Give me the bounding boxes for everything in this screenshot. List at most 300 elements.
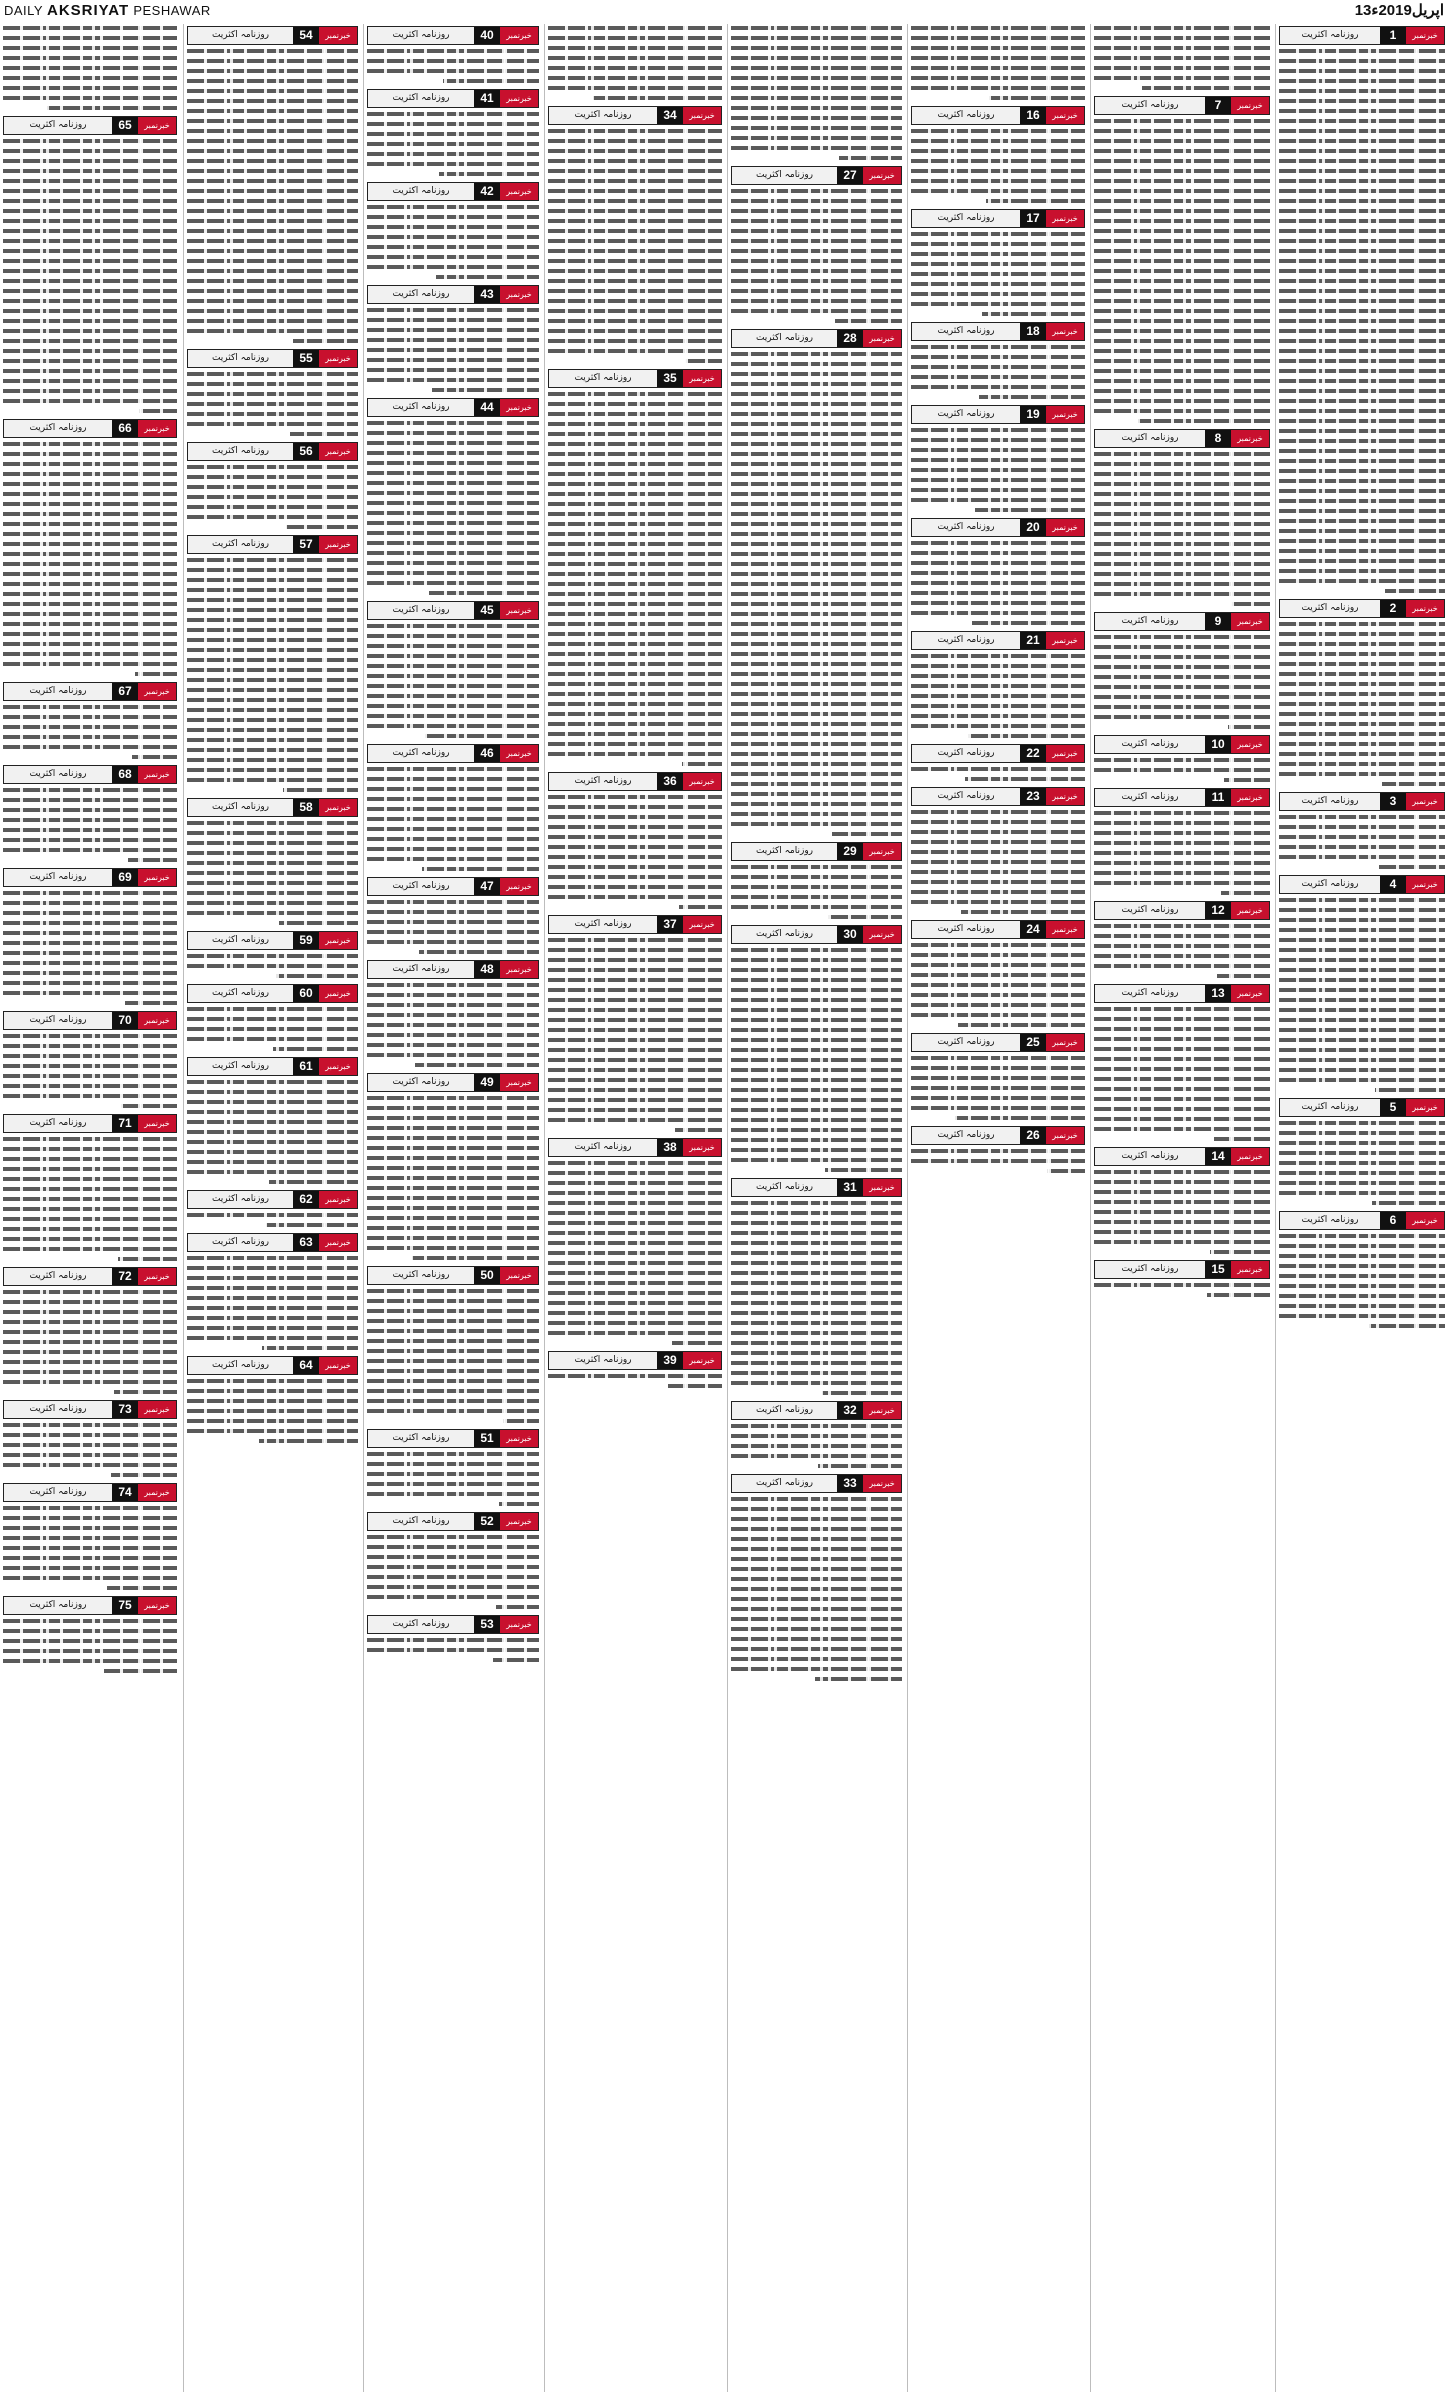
news-item xyxy=(184,1188,361,1231)
news-item-body-text xyxy=(1279,1232,1445,1332)
news-item-number: 16 xyxy=(1020,107,1046,124)
news-item-number: 63 xyxy=(293,1234,319,1251)
news-item-tag: خبرنمبر xyxy=(500,286,538,303)
news-item-number: 21 xyxy=(1020,632,1046,649)
news-item-number: 1 xyxy=(1380,27,1406,44)
news-item-header xyxy=(911,787,1085,806)
news-item-number: 58 xyxy=(293,799,319,816)
news-item-header xyxy=(1094,1260,1270,1279)
news-item-last-line-gap xyxy=(1094,1248,1210,1258)
news-item-tag: خبرنمبر xyxy=(1231,736,1269,753)
news-item-tag: خبرنمبر xyxy=(1231,613,1269,630)
news-item-header xyxy=(1094,429,1270,448)
news-item-paper-label: روزنامہ اکثریت xyxy=(1095,613,1205,630)
news-item xyxy=(184,533,361,796)
masthead-left xyxy=(4,2,211,19)
news-item-body-text xyxy=(548,127,722,367)
news-item-number: 25 xyxy=(1020,1034,1046,1051)
news-item-tag: خبرنمبر xyxy=(319,932,357,949)
news-item-number: 66 xyxy=(112,420,138,437)
news-item-last-line-gap xyxy=(367,77,443,87)
news-item-header xyxy=(731,925,902,944)
news-item-number: 10 xyxy=(1205,736,1231,753)
news-item-last-line-gap xyxy=(1094,417,1138,427)
news-item-last-line-gap xyxy=(187,1437,259,1447)
news-item-tag: خبرنمبر xyxy=(863,330,901,347)
news-item-header xyxy=(187,442,358,461)
news-item-body-text xyxy=(1279,1119,1445,1209)
news-item-header xyxy=(3,116,177,135)
news-item-last-line-gap xyxy=(3,1584,107,1594)
news-item-number: 3 xyxy=(1380,793,1406,810)
news-item xyxy=(908,1124,1088,1177)
news-item-tag: خبرنمبر xyxy=(1231,789,1269,806)
news-item-paper-label: روزنامہ اکثریت xyxy=(368,1267,474,1284)
news-item-body-text xyxy=(187,1377,358,1447)
news-item-body-text xyxy=(911,230,1085,320)
news-item-header xyxy=(187,931,358,950)
news-item-last-line-gap xyxy=(731,1166,825,1176)
news-item-last-line-gap xyxy=(548,1126,675,1136)
news-item-last-line-gap xyxy=(911,506,975,516)
news-item-last-line-gap xyxy=(1094,84,1142,94)
news-item xyxy=(364,958,542,1071)
news-item-number: 65 xyxy=(112,117,138,134)
news-item-last-line-gap xyxy=(367,865,422,875)
masthead-date: 13اپریل2019ء xyxy=(1354,2,1444,19)
news-item-last-line-gap xyxy=(911,732,968,742)
news-item-last-line-gap xyxy=(3,1388,114,1398)
news-item-body-text xyxy=(548,1372,722,1392)
news-item-last-line-gap xyxy=(367,273,436,283)
news-item-header xyxy=(187,1057,358,1076)
news-item-number: 42 xyxy=(474,183,500,200)
news-item-last-line-gap xyxy=(187,430,290,440)
news-item-header xyxy=(367,744,539,763)
news-item-last-line-gap xyxy=(1279,1086,1375,1096)
news-item-header xyxy=(911,1033,1085,1052)
news-item-body-text xyxy=(548,1159,722,1349)
news-item-number: 17 xyxy=(1020,210,1046,227)
news-item-number: 37 xyxy=(657,916,683,933)
news-item-number: 52 xyxy=(474,1513,500,1530)
news-item-body-text xyxy=(3,1617,177,1677)
news-item-body-text xyxy=(3,1135,177,1265)
news-item-paper-label: روزنامہ اکثریت xyxy=(368,286,474,303)
news-item-body-text xyxy=(3,137,177,417)
news-item-number: 35 xyxy=(657,370,683,387)
news-item-header xyxy=(548,106,722,125)
news-item-paper-label: روزنامہ اکثریت xyxy=(549,916,657,933)
news-item-body-text xyxy=(1094,1005,1270,1145)
news-item-tag: خبرنمبر xyxy=(1046,632,1084,649)
news-item xyxy=(364,1264,542,1427)
news-item-header xyxy=(1279,792,1445,811)
news-item-body-text xyxy=(367,110,539,180)
news-item xyxy=(0,680,180,763)
news-item xyxy=(184,929,361,982)
news-item xyxy=(545,913,725,1136)
news-item-tag: خبرنمبر xyxy=(500,90,538,107)
news-item-last-line-gap xyxy=(1279,1199,1372,1209)
news-item-body-text xyxy=(187,1211,358,1231)
news-item xyxy=(1276,24,1448,597)
news-item-number: 71 xyxy=(112,1115,138,1132)
news-item-header xyxy=(187,1190,358,1209)
news-item-number: 15 xyxy=(1205,1261,1231,1278)
news-item-paper-label: روزنامہ اکثریت xyxy=(732,330,837,347)
news-item-number: 11 xyxy=(1205,789,1231,806)
news-item xyxy=(908,918,1088,1031)
news-item xyxy=(0,114,180,417)
news-item-paper-label: روزنامہ اکثریت xyxy=(4,1115,112,1132)
news-item xyxy=(0,1398,180,1481)
news-item-header xyxy=(548,915,722,934)
news-item-number: 34 xyxy=(657,107,683,124)
news-item-tag: خبرنمبر xyxy=(1046,788,1084,805)
news-item xyxy=(908,403,1088,516)
news-item-header xyxy=(1279,26,1445,45)
news-item-number: 74 xyxy=(112,1484,138,1501)
news-item-tag: خبرنمبر xyxy=(319,1234,357,1251)
news-item-body-text xyxy=(1094,756,1270,786)
news-item xyxy=(0,763,180,866)
news-item-body-text xyxy=(187,1254,358,1354)
news-item-body-text xyxy=(731,1199,902,1399)
news-item-tag: خبرنمبر xyxy=(1046,107,1084,124)
news-item-last-line-gap xyxy=(367,1500,499,1510)
news-item-header xyxy=(1094,788,1270,807)
news-item-last-line-gap xyxy=(1094,776,1224,786)
news-item-last-line-gap xyxy=(731,830,832,840)
news-item-last-line-gap xyxy=(187,1178,269,1188)
news-item-paper-label: روزنامہ اکثریت xyxy=(4,766,112,783)
news-item-last-line-gap xyxy=(548,903,679,913)
news-item-header xyxy=(911,518,1085,537)
news-item-tag: خبرنمبر xyxy=(500,1267,538,1284)
news-item-number: 2 xyxy=(1380,600,1406,617)
news-item-body-text xyxy=(187,952,358,982)
news-item-number: 27 xyxy=(837,167,863,184)
news-item-tag: خبرنمبر xyxy=(1406,600,1444,617)
news-item-last-line-gap xyxy=(367,589,429,599)
news-item-body-text xyxy=(731,946,902,1176)
news-item-number: 31 xyxy=(837,1179,863,1196)
news-item-last-line-gap xyxy=(911,1114,955,1124)
news-item-body-text xyxy=(731,24,902,164)
news-item-number: 20 xyxy=(1020,519,1046,536)
news-item-header xyxy=(367,1615,539,1634)
news-item-header xyxy=(367,285,539,304)
news-item-header xyxy=(911,920,1085,939)
news-item-paper-label: روزنامہ اکثریت xyxy=(4,1484,112,1501)
news-item-last-line-gap xyxy=(911,94,989,104)
news-item-tag: خبرنمبر xyxy=(683,370,721,387)
news-item-number: 12 xyxy=(1205,902,1231,919)
news-item-header xyxy=(911,322,1085,341)
news-item-number: 70 xyxy=(112,1012,138,1029)
news-item-tag: خبرنمبر xyxy=(1406,1099,1444,1116)
news-item-header xyxy=(367,1512,539,1531)
news-item-last-line-gap xyxy=(3,999,125,1009)
news-item-header xyxy=(1279,599,1445,618)
news-item-paper-label: روزنامہ اکثریت xyxy=(188,932,293,949)
news-item-paper-label: روزنامہ اکثریت xyxy=(1095,1148,1205,1165)
news-item-paper-label: روزنامہ اکثریت xyxy=(188,1191,293,1208)
news-item-body-text xyxy=(3,889,177,1009)
news-item-number: 30 xyxy=(837,926,863,943)
news-item-header xyxy=(548,1138,722,1157)
news-item xyxy=(184,1354,361,1447)
news-item-tag: خبرنمبر xyxy=(683,1139,721,1156)
news-item-paper-label: روزنامہ اکثریت xyxy=(188,1058,293,1075)
news-item-tag: خبرنمبر xyxy=(1046,210,1084,227)
news-item xyxy=(364,1613,542,1666)
news-item-paper-label: روزنامہ اکثریت xyxy=(188,1357,293,1374)
news-item-header xyxy=(187,1233,358,1252)
news-item-tag: خبرنمبر xyxy=(500,878,538,895)
news-item-tag: خبرنمبر xyxy=(319,536,357,553)
news-item-tag: خبرنمبر xyxy=(319,985,357,1002)
news-item-header xyxy=(911,1126,1085,1145)
news-item-body-text xyxy=(367,1287,539,1427)
news-item-tag: خبرنمبر xyxy=(863,167,901,184)
news-item-header xyxy=(367,601,539,620)
news-item-last-line-gap xyxy=(187,786,283,796)
news-item-last-line-gap xyxy=(367,1254,412,1264)
news-item-tag: خبرنمبر xyxy=(500,1074,538,1091)
news-item xyxy=(0,1009,180,1112)
news-item-body-text xyxy=(1279,813,1445,873)
news-item-body-text xyxy=(367,1450,539,1510)
news-item-body-text xyxy=(367,306,539,396)
news-item-last-line-gap xyxy=(3,1471,111,1481)
news-item xyxy=(0,1481,180,1594)
news-item-paper-label: روزنامہ اکثریت xyxy=(732,1402,837,1419)
news-item-body-text xyxy=(367,981,539,1071)
news-item-tag: خبرنمبر xyxy=(1231,1148,1269,1165)
news-item-paper-label: روزنامہ اکثریت xyxy=(1280,27,1380,44)
news-item-header xyxy=(1279,1098,1445,1117)
news-item-tag: خبرنمبر xyxy=(319,443,357,460)
news-item-number: 51 xyxy=(474,1430,500,1447)
news-item-body-text xyxy=(548,793,722,913)
news-item-paper-label: روزنامہ اکثریت xyxy=(4,1012,112,1029)
news-item-header xyxy=(911,209,1085,228)
news-item xyxy=(545,24,725,104)
news-item xyxy=(364,87,542,180)
news-item-body-text xyxy=(3,1504,177,1594)
news-item-last-line-gap xyxy=(1279,863,1379,873)
news-item-paper-label: روزنامہ اکثریت xyxy=(188,799,293,816)
news-item-body-text xyxy=(911,808,1085,918)
news-item xyxy=(908,320,1088,403)
news-item-last-line-gap xyxy=(3,753,132,763)
news-item-last-line-gap xyxy=(731,154,839,164)
news-item-last-line-gap xyxy=(3,670,135,680)
news-item-tag: خبرنمبر xyxy=(683,1352,721,1369)
news-item xyxy=(908,207,1088,320)
news-item-last-line-gap xyxy=(367,1656,493,1666)
news-item-tag: خبرنمبر xyxy=(500,1513,538,1530)
news-item-paper-label: روزنامہ اکثریت xyxy=(912,921,1020,938)
news-item xyxy=(545,1136,725,1349)
news-item-number: 36 xyxy=(657,773,683,790)
news-item-tag: خبرنمبر xyxy=(138,1597,176,1614)
news-item-last-line-gap xyxy=(187,919,279,929)
news-item-number: 47 xyxy=(474,878,500,895)
news-item-header xyxy=(731,329,902,348)
news-item-body-text xyxy=(731,187,902,327)
news-item xyxy=(364,875,542,958)
news-item-body-text xyxy=(911,24,1085,104)
news-item-header xyxy=(367,26,539,45)
news-item-header xyxy=(1279,875,1445,894)
news-item-tag: خبرنمبر xyxy=(863,1179,901,1196)
news-item-body-text xyxy=(911,652,1085,742)
news-item-tag: خبرنمبر xyxy=(319,27,357,44)
news-item-paper-label: روزنامہ اکثریت xyxy=(368,1513,474,1530)
news-item-last-line-gap xyxy=(3,1255,118,1265)
news-item-header xyxy=(367,1073,539,1092)
news-item-last-line-gap xyxy=(731,913,828,923)
news-item-last-line-gap xyxy=(367,1061,415,1071)
news-item xyxy=(545,770,725,913)
news-item-paper-label: روزنامہ اکثریت xyxy=(1095,430,1205,447)
news-item-header xyxy=(911,405,1085,424)
news-item xyxy=(728,1399,905,1472)
news-item-paper-label: روزنامہ اکثریت xyxy=(188,443,293,460)
news-item-header xyxy=(3,1011,177,1030)
news-item-paper-label: روزنامہ اکثریت xyxy=(912,1127,1020,1144)
news-item-paper-label: روزنامہ اکثریت xyxy=(912,745,1020,762)
news-item-last-line-gap xyxy=(1094,972,1217,982)
news-item-paper-label: روزنامہ اکثریت xyxy=(4,1597,112,1614)
news-item xyxy=(364,1510,542,1613)
news-item-number: 53 xyxy=(474,1616,500,1633)
news-item-tag: خبرنمبر xyxy=(1406,27,1444,44)
news-item-tag: خبرنمبر xyxy=(319,1058,357,1075)
news-item xyxy=(0,866,180,1009)
news-item-tag: خبرنمبر xyxy=(683,107,721,124)
news-item-number: 61 xyxy=(293,1058,319,1075)
news-item-paper-label: روزنامہ اکثریت xyxy=(368,183,474,200)
news-item-header xyxy=(1094,1147,1270,1166)
news-item-paper-label: روزنامہ اکثریت xyxy=(188,350,293,367)
news-item-paper-label: روزنامہ اکثریت xyxy=(368,745,474,762)
news-item-body-text xyxy=(911,426,1085,516)
news-item-tag: خبرنمبر xyxy=(138,1115,176,1132)
news-item xyxy=(0,1594,180,1677)
news-item-paper-label: روزنامہ اکثریت xyxy=(4,1401,112,1418)
news-item-number: 44 xyxy=(474,399,500,416)
news-item xyxy=(184,24,361,347)
news-item xyxy=(1276,1209,1448,1332)
news-item-number: 7 xyxy=(1205,97,1231,114)
news-item xyxy=(364,396,542,599)
news-item-body-text xyxy=(911,1147,1085,1177)
news-item-number: 33 xyxy=(837,1475,863,1492)
news-item-last-line-gap xyxy=(911,393,979,403)
news-item-body-text xyxy=(187,463,358,533)
news-item-paper-label: روزنامہ اکثریت xyxy=(1095,736,1205,753)
news-item-number: 57 xyxy=(293,536,319,553)
news-item-number: 22 xyxy=(1020,745,1046,762)
news-item xyxy=(184,796,361,929)
news-item-paper-label: روزنامہ اکثریت xyxy=(732,926,837,943)
news-item-header xyxy=(3,419,177,438)
news-item-body-text xyxy=(1279,47,1445,597)
news-item-paper-label: روزنامہ اکثریت xyxy=(549,370,657,387)
masthead-prefix: DAILY xyxy=(4,3,43,18)
news-item xyxy=(1276,1096,1448,1209)
news-item-last-line-gap xyxy=(187,1221,266,1231)
news-column xyxy=(1275,24,1448,2392)
news-item xyxy=(1091,733,1273,786)
news-item-header xyxy=(3,1267,177,1286)
news-item-last-line-gap xyxy=(187,972,276,982)
news-item xyxy=(908,24,1088,104)
news-item xyxy=(908,104,1088,207)
news-item-last-line-gap xyxy=(911,1167,1047,1177)
news-item xyxy=(728,327,905,840)
news-item-number: 19 xyxy=(1020,406,1046,423)
news-item-number: 64 xyxy=(293,1357,319,1374)
news-item xyxy=(1091,982,1273,1145)
news-item-body-text xyxy=(1094,24,1270,94)
news-item xyxy=(1091,786,1273,899)
news-item-body-text xyxy=(911,127,1085,207)
news-item-last-line-gap xyxy=(911,908,961,918)
news-item-body-text xyxy=(548,390,722,770)
news-item-tag: خبرنمبر xyxy=(1231,985,1269,1002)
news-item-body-text xyxy=(1094,450,1270,610)
news-item-tag: خبرنمبر xyxy=(863,843,901,860)
news-item-body-text xyxy=(187,819,358,929)
news-item-tag: خبرنمبر xyxy=(1046,1127,1084,1144)
news-item-paper-label: روزنامہ اکثریت xyxy=(4,869,112,886)
news-item-last-line-gap xyxy=(3,1667,104,1677)
news-item-number: 39 xyxy=(657,1352,683,1369)
news-item-paper-label: روزنامہ اکثریت xyxy=(549,773,657,790)
news-item xyxy=(1091,1145,1273,1258)
news-item-paper-label: روزنامہ اکثریت xyxy=(912,519,1020,536)
news-item-body-text xyxy=(367,419,539,599)
news-item-last-line-gap xyxy=(367,170,439,180)
news-item-last-line-gap xyxy=(1094,600,1231,610)
news-column xyxy=(907,24,1088,2392)
news-item xyxy=(728,164,905,327)
news-item-last-line-gap xyxy=(367,386,432,396)
news-item-last-line-gap xyxy=(3,856,128,866)
news-column xyxy=(727,24,905,2392)
news-item-header xyxy=(3,1483,177,1502)
news-item-body-text xyxy=(187,1005,358,1055)
news-item-body-text xyxy=(1094,633,1270,733)
news-item-number: 46 xyxy=(474,745,500,762)
news-item-paper-label: روزنامہ اکثریت xyxy=(549,107,657,124)
news-item-header xyxy=(187,535,358,554)
news-item-last-line-gap xyxy=(3,1102,121,1112)
news-item-paper-label: روزنامہ اکثریت xyxy=(368,1616,474,1633)
news-item-tag: خبرنمبر xyxy=(1231,1261,1269,1278)
news-item-tag: خبرنمبر xyxy=(138,420,176,437)
news-item xyxy=(545,1349,725,1392)
news-item-body-text xyxy=(548,936,722,1136)
news-item xyxy=(908,1031,1088,1124)
news-item-tag: خبرنمبر xyxy=(1231,97,1269,114)
news-item xyxy=(728,923,905,1176)
